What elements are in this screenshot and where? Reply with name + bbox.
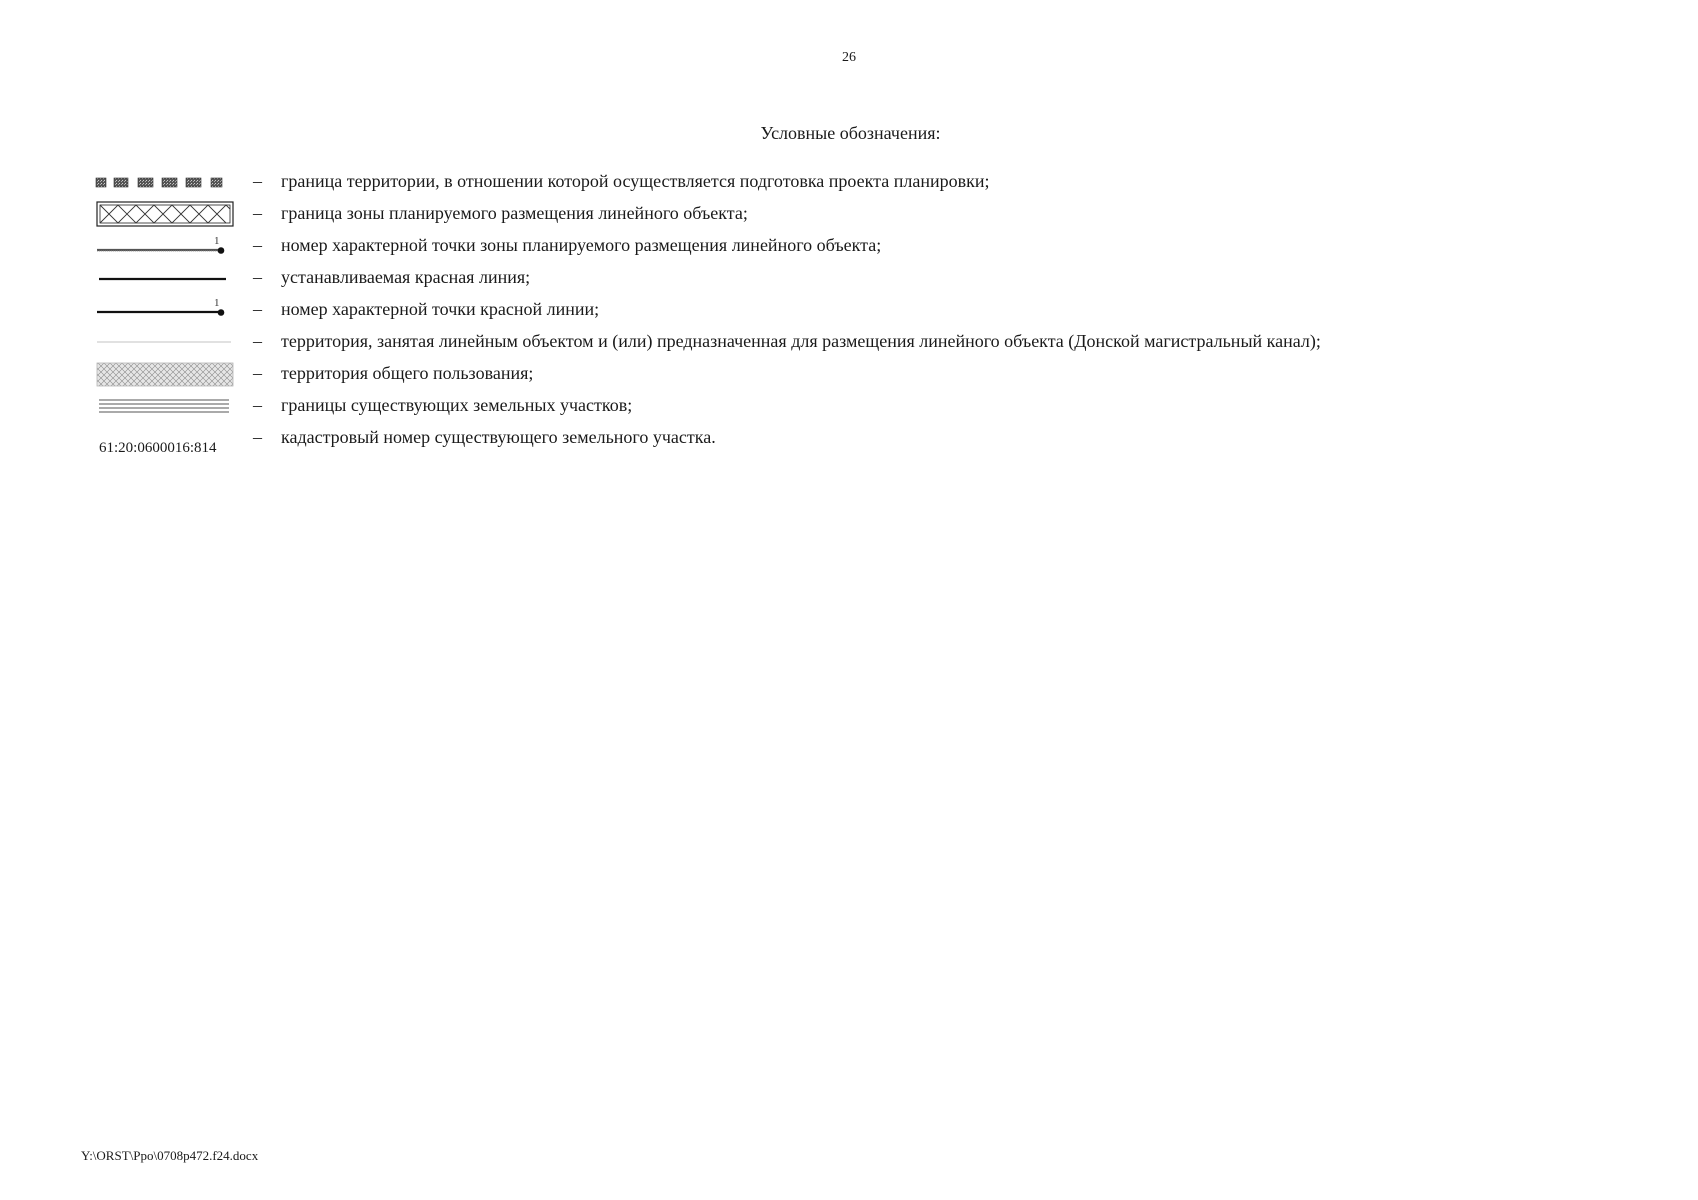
legend-item-text: устанавливаемая красная линия;: [281, 267, 531, 287]
red-line-point-symbol: [95, 296, 235, 324]
legend-item-text: границы существующих земельных участков;: [281, 395, 633, 415]
legend-dash: –: [253, 427, 262, 447]
legend-item-text: граница территории, в отношении которой осуществляется подготовка проекта планировки;: [281, 171, 990, 191]
legend-dash: –: [253, 267, 262, 287]
cadastral-number-symbol: 61:20:0600016:814: [99, 440, 217, 456]
legend: [95, 168, 1655, 456]
legend-dash: –: [253, 299, 262, 319]
red-line-point-label: 1: [214, 297, 220, 309]
legend-item-red-line: [95, 264, 1655, 296]
legend-item-linear-object-territory: [95, 328, 1655, 360]
legend-dash: –: [253, 331, 262, 351]
public-territory-symbol: [95, 360, 235, 388]
legend-item-text: кадастровый номер существующего земельного участка.: [281, 427, 716, 447]
red-line-symbol: [95, 264, 235, 292]
legend-item-planned-zone-boundary: [95, 200, 1655, 232]
legend-dash: –: [253, 235, 262, 255]
legend-item-text: граница зоны планируемого размещения линейного объекта;: [281, 203, 748, 223]
legend-dash: –: [253, 363, 262, 383]
planning-territory-boundary-symbol: [95, 168, 235, 196]
linear-object-territory-symbol: [95, 328, 235, 356]
legend-item-red-line-point: [95, 296, 1655, 328]
legend-dash: –: [253, 203, 262, 223]
planned-zone-boundary-symbol: [95, 200, 235, 228]
legend-item-text: территория, занятая линейным объектом и (или) предназначенная для размещения линейного объекта (Донской магистральный канал);: [281, 331, 1321, 351]
legend-item-public-territory: [95, 360, 1655, 392]
legend-item-text: номер характерной точки зоны планируемого размещения линейного объекта;: [281, 235, 882, 255]
page-number: 26: [842, 50, 856, 65]
legend-dash: –: [253, 395, 262, 415]
legend-item-zone-point: [95, 232, 1655, 264]
legend-item-text: территория общего пользования;: [281, 363, 534, 383]
zone-point-symbol: [95, 232, 235, 260]
legend-item-text: номер характерной точки красной линии;: [281, 299, 600, 319]
zone-point-label: 1: [214, 235, 220, 247]
file-path-footer: Y:\ORST\Ppo\0708p472.f24.docx: [81, 1148, 259, 1163]
land-plot-boundaries-symbol: [95, 392, 235, 420]
legend-dash: –: [253, 171, 262, 191]
legend-item-planning-territory-boundary: [95, 168, 1655, 200]
legend-item-cadastral-number: [95, 424, 1655, 456]
legend-item-land-plot-boundaries: [95, 392, 1655, 424]
legend-title: Условные обозначения:: [760, 123, 941, 143]
